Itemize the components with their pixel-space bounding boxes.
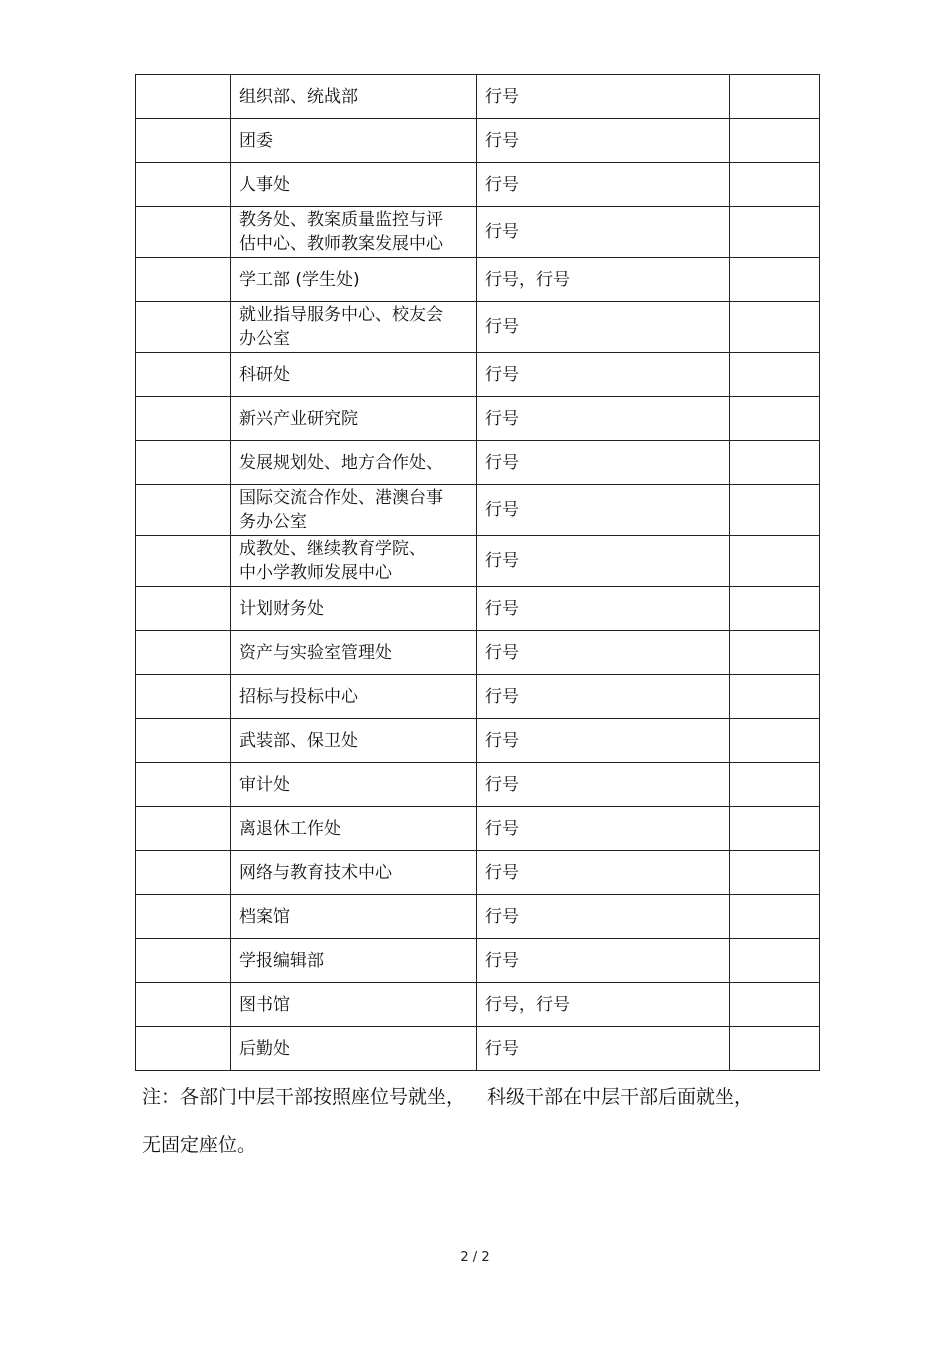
blank-cell bbox=[136, 807, 231, 851]
blank-cell bbox=[136, 983, 231, 1027]
department-name-line: 成教处、继续教育学院、 bbox=[239, 539, 426, 559]
table-row bbox=[136, 763, 820, 807]
table-row bbox=[136, 119, 820, 163]
table-row bbox=[136, 441, 820, 485]
blank-cell bbox=[136, 302, 231, 353]
blank-cell bbox=[136, 353, 231, 397]
blank-cell bbox=[730, 258, 820, 302]
blank-cell bbox=[136, 719, 231, 763]
department-cell bbox=[231, 631, 477, 675]
blank-cell bbox=[730, 939, 820, 983]
department-name-line: 办公室 bbox=[239, 329, 290, 349]
department-name-line: 武装部、保卫处 bbox=[239, 730, 358, 751]
seat-number-cell: 行号 bbox=[477, 1027, 730, 1071]
blank-cell bbox=[136, 851, 231, 895]
blank-cell bbox=[136, 75, 231, 119]
department-name-line: 中小学教师发展中心 bbox=[239, 563, 392, 583]
seat-number-cell: 行号 bbox=[477, 939, 730, 983]
seat-number-cell: 行号 bbox=[477, 75, 730, 119]
department-name-line: 发展规划处、地方合作处、 bbox=[239, 452, 443, 473]
department-cell bbox=[231, 75, 477, 119]
blank-cell bbox=[136, 258, 231, 302]
seat-number-cell: 行号 bbox=[477, 763, 730, 807]
table-row bbox=[136, 536, 820, 587]
seat-number-cell: 行号 bbox=[477, 353, 730, 397]
table-row bbox=[136, 163, 820, 207]
department-name-line: 学工部 (学生处) bbox=[239, 269, 360, 290]
department-cell bbox=[231, 1027, 477, 1071]
seat-number-cell: 行号，行号 bbox=[477, 258, 730, 302]
table-row bbox=[136, 983, 820, 1027]
blank-cell bbox=[730, 675, 820, 719]
blank-cell bbox=[136, 441, 231, 485]
blank-cell bbox=[136, 119, 231, 163]
department-cell bbox=[231, 939, 477, 983]
blank-cell bbox=[730, 163, 820, 207]
seat-number-cell: 行号，行号 bbox=[477, 983, 730, 1027]
table-row bbox=[136, 895, 820, 939]
department-cell bbox=[231, 119, 477, 163]
department-name-line: 估中心、教师教案发展中心 bbox=[239, 234, 443, 254]
blank-cell bbox=[730, 763, 820, 807]
page-number: 2 / 2 bbox=[460, 1250, 490, 1265]
department-cell bbox=[231, 763, 477, 807]
blank-cell bbox=[136, 763, 231, 807]
table-row bbox=[136, 675, 820, 719]
department-name-line: 后勤处 bbox=[239, 1038, 290, 1059]
department-cell bbox=[231, 851, 477, 895]
blank-cell bbox=[730, 807, 820, 851]
department-name-line: 网络与教育技术中心 bbox=[239, 862, 392, 883]
blank-cell bbox=[730, 75, 820, 119]
department-cell bbox=[231, 719, 477, 763]
department-name-line: 教务处、教案质量监控与评 bbox=[239, 210, 443, 230]
department-name-line: 审计处 bbox=[239, 774, 290, 795]
table-row bbox=[136, 807, 820, 851]
table-row bbox=[136, 587, 820, 631]
department-cell bbox=[231, 983, 477, 1027]
blank-cell bbox=[136, 163, 231, 207]
blank-cell bbox=[730, 119, 820, 163]
department-name-line: 计划财务处 bbox=[239, 598, 324, 619]
blank-cell bbox=[136, 675, 231, 719]
department-name-line: 就业指导服务中心、校友会 bbox=[239, 305, 443, 325]
department-cell bbox=[231, 163, 477, 207]
blank-cell bbox=[136, 207, 231, 258]
department-cell bbox=[231, 207, 477, 258]
seat-number-cell: 行号 bbox=[477, 163, 730, 207]
department-cell bbox=[231, 807, 477, 851]
blank-cell bbox=[730, 302, 820, 353]
department-name-line: 新兴产业研究院 bbox=[239, 408, 358, 429]
department-cell bbox=[231, 536, 477, 587]
department-name-line: 招标与投标中心 bbox=[239, 686, 358, 707]
department-cell bbox=[231, 441, 477, 485]
blank-cell bbox=[730, 631, 820, 675]
department-cell bbox=[231, 302, 477, 353]
department-cell bbox=[231, 675, 477, 719]
department-name-line: 团委 bbox=[239, 130, 273, 151]
department-name-line: 科研处 bbox=[239, 364, 290, 385]
department-name-line: 务办公室 bbox=[239, 512, 307, 532]
seat-number-cell: 行号 bbox=[477, 807, 730, 851]
seat-number-cell: 行号 bbox=[477, 397, 730, 441]
blank-cell bbox=[730, 536, 820, 587]
blank-cell bbox=[730, 397, 820, 441]
department-cell bbox=[231, 353, 477, 397]
blank-cell bbox=[730, 353, 820, 397]
footnote-part-1: 注：各部门中层干部按照座位号就坐， bbox=[142, 1086, 466, 1108]
table-row bbox=[136, 207, 820, 258]
footnote-part-3: 无固定座位。 bbox=[142, 1134, 257, 1156]
department-cell bbox=[231, 587, 477, 631]
blank-cell bbox=[730, 983, 820, 1027]
blank-cell bbox=[730, 587, 820, 631]
seat-number-cell: 行号 bbox=[477, 485, 730, 536]
blank-cell bbox=[730, 207, 820, 258]
department-name-line: 离退休工作处 bbox=[239, 818, 341, 839]
seating-table-body bbox=[136, 75, 820, 1071]
table-row bbox=[136, 353, 820, 397]
department-name-line: 资产与实验室管理处 bbox=[239, 642, 392, 663]
table-row bbox=[136, 631, 820, 675]
table-row bbox=[136, 1027, 820, 1071]
seat-number-cell: 行号 bbox=[477, 719, 730, 763]
seat-number-cell: 行号 bbox=[477, 207, 730, 258]
seat-number-cell: 行号 bbox=[477, 895, 730, 939]
blank-cell bbox=[136, 939, 231, 983]
blank-cell bbox=[136, 397, 231, 441]
department-name-line: 学报编辑部 bbox=[239, 950, 324, 971]
seat-number-cell: 行号 bbox=[477, 587, 730, 631]
department-cell bbox=[231, 485, 477, 536]
blank-cell bbox=[136, 631, 231, 675]
seat-number-cell: 行号 bbox=[477, 631, 730, 675]
department-name-line: 人事处 bbox=[239, 174, 290, 195]
department-cell bbox=[231, 258, 477, 302]
seat-number-cell: 行号 bbox=[477, 536, 730, 587]
table-row bbox=[136, 397, 820, 441]
seat-number-cell: 行号 bbox=[477, 675, 730, 719]
footnote-part-2: 科级干部在中层干部后面就坐， bbox=[487, 1086, 754, 1108]
table-row bbox=[136, 719, 820, 763]
table-row bbox=[136, 939, 820, 983]
blank-cell bbox=[730, 851, 820, 895]
department-cell bbox=[231, 397, 477, 441]
department-name-line: 国际交流合作处、港澳台事 bbox=[239, 488, 443, 508]
blank-cell bbox=[730, 441, 820, 485]
table-row bbox=[136, 302, 820, 353]
table-row bbox=[136, 75, 820, 119]
seat-number-cell: 行号 bbox=[477, 119, 730, 163]
department-name-line: 图书馆 bbox=[239, 994, 290, 1015]
footnote bbox=[142, 1073, 842, 1169]
blank-cell bbox=[136, 587, 231, 631]
table-row bbox=[136, 851, 820, 895]
blank-cell bbox=[136, 536, 231, 587]
table-row bbox=[136, 258, 820, 302]
blank-cell bbox=[730, 1027, 820, 1071]
blank-cell bbox=[136, 895, 231, 939]
seating-table bbox=[135, 74, 820, 1071]
department-name-line: 档案馆 bbox=[239, 906, 290, 927]
blank-cell bbox=[136, 1027, 231, 1071]
seat-number-cell: 行号 bbox=[477, 851, 730, 895]
table-row bbox=[136, 485, 820, 536]
blank-cell bbox=[136, 485, 231, 536]
department-name-line: 组织部、统战部 bbox=[239, 86, 358, 107]
blank-cell bbox=[730, 895, 820, 939]
seat-number-cell: 行号 bbox=[477, 302, 730, 353]
blank-cell bbox=[730, 719, 820, 763]
seat-number-cell: 行号 bbox=[477, 441, 730, 485]
blank-cell bbox=[730, 485, 820, 536]
department-cell bbox=[231, 895, 477, 939]
